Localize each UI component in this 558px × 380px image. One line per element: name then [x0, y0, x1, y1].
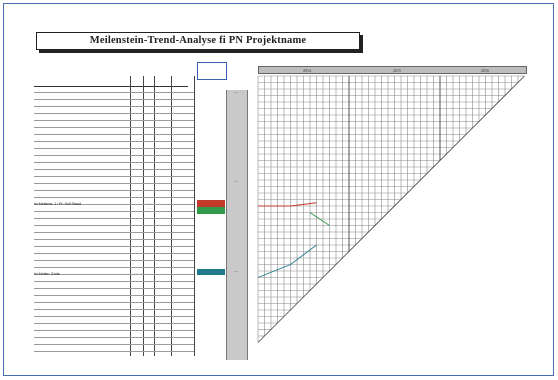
legend-box — [197, 62, 227, 80]
document-title: Meilenstein-Trend-Analyse fi PN Projektname — [36, 32, 360, 50]
col-divider — [154, 76, 155, 356]
row-line — [34, 148, 194, 149]
row-line — [34, 295, 194, 296]
row-line — [34, 309, 194, 310]
row-line — [34, 197, 194, 198]
col-header-name — [34, 76, 130, 87]
row-line — [34, 302, 194, 303]
date-cell: · · · — [147, 207, 153, 211]
row-line — [34, 246, 194, 247]
mta-grid — [252, 66, 532, 364]
row-line — [34, 323, 194, 324]
red-status-bar — [197, 200, 225, 207]
grid-diagonal — [258, 76, 525, 343]
row-line — [34, 106, 194, 107]
row-line — [34, 211, 194, 212]
row-line — [34, 253, 194, 254]
milestone-table — [34, 76, 230, 356]
row-line — [34, 281, 194, 282]
row-line — [34, 155, 194, 156]
trend-line-red — [258, 203, 317, 206]
row-line — [34, 99, 194, 100]
axis-marker-mid: — — [234, 179, 238, 183]
row-line — [34, 288, 194, 289]
row-line — [34, 239, 194, 240]
row-line — [34, 225, 194, 226]
row-line — [34, 316, 194, 317]
col-divider — [194, 76, 195, 356]
row-line — [34, 351, 194, 352]
row-line — [34, 162, 194, 163]
row-label-2: Ist Meilen. Ende — [34, 272, 60, 276]
axis-marker-top: — — [234, 90, 238, 94]
teal-status-bar — [197, 269, 225, 275]
row-line — [34, 176, 194, 177]
row-line — [34, 337, 194, 338]
trend-line-teal — [258, 245, 317, 278]
period-label: 2016 — [481, 68, 489, 73]
row-line — [34, 330, 194, 331]
timeline-axis-column — [226, 90, 248, 360]
col-header-3 — [155, 76, 171, 87]
row-line — [34, 92, 194, 93]
axis-marker-low: — — [234, 269, 238, 273]
date-cell: · · · · — [134, 272, 142, 276]
col-header-1 — [131, 76, 143, 87]
date-cell: · · · — [147, 202, 153, 206]
row-line — [34, 344, 194, 345]
col-divider — [130, 76, 131, 356]
green-status-bar — [197, 207, 225, 214]
row-line — [34, 190, 194, 191]
row-line — [34, 218, 194, 219]
col-divider — [143, 76, 144, 356]
col-header-4 — [172, 76, 188, 87]
row-line — [34, 120, 194, 121]
row-line — [34, 127, 194, 128]
row-line — [34, 134, 194, 135]
row-line — [34, 260, 194, 261]
row-line — [34, 169, 194, 170]
row-label-1: Ist Meilenst. 1 / Pr. Soll Stand — [34, 202, 81, 206]
row-line — [34, 267, 194, 268]
mta-triangle-grid — [252, 66, 532, 364]
period-label: 2014 — [303, 68, 311, 73]
row-line — [34, 232, 194, 233]
row-line — [34, 141, 194, 142]
row-line — [34, 183, 194, 184]
row-line — [34, 113, 194, 114]
col-divider — [171, 76, 172, 356]
document-frame — [3, 3, 554, 376]
period-label: 2015 — [393, 68, 401, 73]
col-header-2 — [144, 76, 154, 87]
